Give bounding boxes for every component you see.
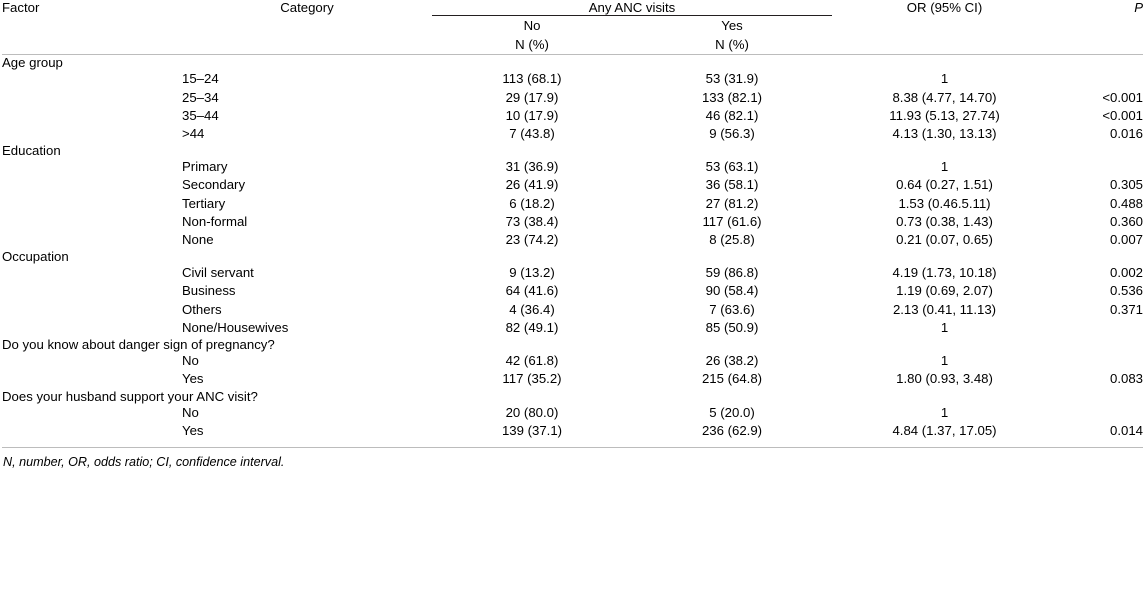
row-yes-count: 53 (63.1) xyxy=(705,159,759,175)
group-label: Occupation xyxy=(2,249,69,265)
row-factor-spacer xyxy=(2,213,182,231)
table-row xyxy=(2,213,1143,231)
table-bottom-rule xyxy=(2,440,1143,448)
column-header-or: OR (95% CI) xyxy=(906,0,983,15)
table-group-row xyxy=(2,249,1143,264)
row-category: No xyxy=(182,404,199,420)
row-yes-count: 7 (63.6) xyxy=(709,301,755,317)
row-factor-spacer xyxy=(2,264,182,282)
row-no-count: 9 (13.2) xyxy=(509,265,555,281)
row-category: None xyxy=(182,232,214,248)
column-header-yes-label: Yes xyxy=(721,18,743,33)
table-footnote: N, number, OR, odds ratio; CI, confidence interval. xyxy=(3,455,285,469)
row-yes-count: 26 (38.2) xyxy=(705,353,759,369)
row-no-count: 117 (35.2) xyxy=(502,371,562,387)
row-category: Tertiary xyxy=(182,195,226,211)
row-p-value: 0.360 xyxy=(1110,213,1144,229)
row-factor-spacer xyxy=(2,107,182,125)
row-no-count: 20 (80.0) xyxy=(505,404,559,420)
row-p-value: 0.083 xyxy=(1110,371,1144,387)
column-header-no-sublabel: N (%) xyxy=(515,37,549,53)
row-yes-count: 46 (82.1) xyxy=(705,107,759,123)
header-row-main xyxy=(2,0,1143,16)
row-odds-ratio: 0.64 (0.27, 1.51) xyxy=(896,177,993,193)
row-yes-count: 9 (56.3) xyxy=(709,125,755,141)
row-odds-ratio: 1.80 (0.93, 3.48) xyxy=(896,371,993,387)
row-category: Primary xyxy=(182,159,228,175)
row-factor-spacer xyxy=(2,176,182,194)
table-row xyxy=(2,125,1143,143)
table-row xyxy=(2,89,1143,107)
row-p-value xyxy=(1057,404,1143,422)
row-yes-count: 117 (61.6) xyxy=(702,213,762,229)
row-category: 15–24 xyxy=(182,71,219,87)
table-group-row xyxy=(2,337,1143,352)
row-p-value: 0.371 xyxy=(1110,301,1144,317)
row-p-value: 0.002 xyxy=(1110,265,1144,281)
row-category: Others xyxy=(182,301,222,317)
row-p-value xyxy=(1057,352,1143,370)
row-odds-ratio: 1 xyxy=(940,319,949,335)
anc-visits-table xyxy=(2,0,1143,448)
column-header-yes xyxy=(632,16,832,55)
row-no-count: 26 (41.9) xyxy=(505,177,559,193)
row-odds-ratio: 1 xyxy=(940,404,949,420)
row-odds-ratio: 1 xyxy=(940,159,949,175)
row-factor-spacer xyxy=(2,319,182,337)
row-odds-ratio: 2.13 (0.41, 11.13) xyxy=(892,301,997,317)
row-yes-count: 85 (50.9) xyxy=(705,319,759,335)
row-factor-spacer xyxy=(2,125,182,143)
row-odds-ratio: 4.19 (1.73, 10.18) xyxy=(892,265,997,281)
row-no-count: 29 (17.9) xyxy=(505,89,559,105)
row-yes-count: 36 (58.1) xyxy=(705,177,759,193)
table-row xyxy=(2,176,1143,194)
row-odds-ratio: 4.84 (1.37, 17.05) xyxy=(892,422,997,438)
row-category: Non-formal xyxy=(182,213,248,229)
row-p-value: 0.014 xyxy=(1110,422,1144,438)
row-p-value: <0.001 xyxy=(1102,89,1144,105)
row-factor-spacer xyxy=(2,89,182,107)
group-label: Does your husband support your ANC visit? xyxy=(2,388,258,404)
row-category: 35–44 xyxy=(182,107,219,123)
column-header-any-anc-visits: Any ANC visits xyxy=(432,0,832,16)
row-category: 25–34 xyxy=(182,89,219,105)
row-p-value: 0.488 xyxy=(1110,195,1144,211)
table-group-row xyxy=(2,143,1143,158)
row-yes-count: 53 (31.9) xyxy=(705,71,759,87)
table-row xyxy=(2,158,1143,176)
row-no-count: 113 (68.1) xyxy=(502,71,562,87)
row-p-value: 0.536 xyxy=(1110,283,1144,299)
row-odds-ratio: 1.19 (0.69, 2.07) xyxy=(896,283,993,299)
row-yes-count: 215 (64.8) xyxy=(701,371,763,387)
row-no-count: 82 (49.1) xyxy=(505,319,559,335)
row-odds-ratio: 0.21 (0.07, 0.65) xyxy=(896,232,993,248)
row-factor-spacer xyxy=(2,158,182,176)
table-row xyxy=(2,195,1143,213)
row-factor-spacer xyxy=(2,231,182,249)
row-no-count: 4 (36.4) xyxy=(509,301,555,317)
table-row xyxy=(2,107,1143,125)
row-p-value xyxy=(1057,158,1143,176)
table-row xyxy=(2,264,1143,282)
row-factor-spacer xyxy=(2,352,182,370)
row-odds-ratio: 8.38 (4.77, 14.70) xyxy=(892,89,997,105)
row-yes-count: 59 (86.8) xyxy=(705,265,759,281)
row-no-count: 139 (37.1) xyxy=(501,422,563,438)
row-p-value: 0.016 xyxy=(1110,125,1144,141)
row-no-count: 73 (38.4) xyxy=(505,213,559,229)
row-category: None/Housewives xyxy=(182,319,289,335)
group-label: Education xyxy=(2,143,61,159)
column-header-no-label: No xyxy=(523,18,541,33)
row-factor-spacer xyxy=(2,422,182,440)
row-factor-spacer xyxy=(2,370,182,388)
row-category: Yes xyxy=(182,371,204,387)
row-p-value xyxy=(1057,319,1143,337)
table-row xyxy=(2,370,1143,388)
row-category: Business xyxy=(182,283,236,299)
row-factor-spacer xyxy=(2,70,182,88)
row-yes-count: 133 (82.1) xyxy=(701,89,763,105)
row-no-count: 7 (43.8) xyxy=(509,125,555,141)
row-p-value: 0.305 xyxy=(1110,177,1144,193)
row-factor-spacer xyxy=(2,404,182,422)
table-group-row xyxy=(2,389,1143,404)
row-category: No xyxy=(182,353,199,369)
row-factor-spacer xyxy=(2,301,182,319)
table-row xyxy=(2,231,1143,249)
row-p-value xyxy=(1057,70,1143,88)
row-odds-ratio: 1 xyxy=(940,71,949,87)
row-no-count: 10 (17.9) xyxy=(505,107,559,123)
row-category: Yes xyxy=(182,422,204,438)
column-header-no xyxy=(432,16,632,55)
table-row xyxy=(2,404,1143,422)
row-category: >44 xyxy=(182,125,205,141)
row-no-count: 64 (41.6) xyxy=(505,283,559,299)
row-p-value: 0.007 xyxy=(1110,232,1144,248)
column-header-category: Category xyxy=(280,0,334,15)
row-p-value: <0.001 xyxy=(1102,107,1144,123)
row-yes-count: 236 (62.9) xyxy=(701,422,763,438)
row-no-count: 42 (61.8) xyxy=(505,353,559,369)
row-odds-ratio: 11.93 (5.13, 27.74) xyxy=(889,107,1000,123)
column-header-yes-sublabel: N (%) xyxy=(715,37,749,53)
row-yes-count: 90 (58.4) xyxy=(705,283,759,299)
table-row xyxy=(2,352,1143,370)
row-yes-count: 27 (81.2) xyxy=(705,195,759,211)
row-yes-count: 8 (25.8) xyxy=(709,232,755,248)
table-header xyxy=(2,0,1143,55)
row-odds-ratio: 1.53 (0.46.5.11) xyxy=(898,195,991,211)
table-row xyxy=(2,70,1143,88)
group-label: Age group xyxy=(2,55,63,71)
table-row xyxy=(2,301,1143,319)
column-header-factor: Factor xyxy=(2,0,40,15)
row-odds-ratio: 4.13 (1.30, 13.13) xyxy=(892,125,997,141)
row-no-count: 6 (18.2) xyxy=(509,195,555,211)
row-odds-ratio: 1 xyxy=(940,353,949,369)
table-row xyxy=(2,319,1143,337)
row-no-count: 31 (36.9) xyxy=(505,159,559,175)
column-header-p: P xyxy=(1134,0,1144,15)
row-factor-spacer xyxy=(2,195,182,213)
row-no-count: 23 (74.2) xyxy=(505,232,559,248)
group-label: Do you know about danger sign of pregnancy? xyxy=(2,337,275,353)
table-row xyxy=(2,282,1143,300)
row-yes-count: 5 (20.0) xyxy=(709,404,755,420)
table-row xyxy=(2,422,1143,440)
row-factor-spacer xyxy=(2,282,182,300)
row-odds-ratio: 0.73 (0.38, 1.43) xyxy=(896,213,993,229)
table-body xyxy=(2,55,1143,448)
row-category: Secondary xyxy=(182,177,246,193)
table-bottom-rule-row xyxy=(2,440,1143,448)
row-category: Civil servant xyxy=(182,265,254,281)
table-group-row xyxy=(2,55,1143,71)
